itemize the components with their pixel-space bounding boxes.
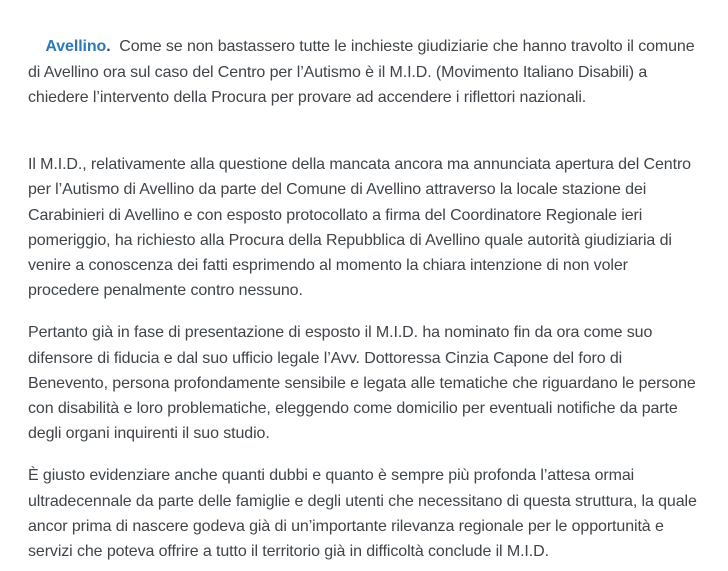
paragraph-4: È giusto evidenziare anche quanti dubbi e quanto è sempre più profonda l’attesa ormai ultradecennale da parte delle famiglie e degli utenti che necessitano di questa struttura, la quale ancor prima di nascere godeva già di un’importante rilevanza regionale per le opportunità e servizi che poteva offrire a tutto il territorio già in difficoltà conclude il M.I.D. [28, 467, 702, 561]
paragraph-lead [28, 9, 702, 135]
paragraph-2: Il M.I.D., relativamente alla questione della mancata ancora ma annunciata apertura del Centro per l’Autismo di Avellino da parte del Comune di Avellino attraverso la locale stazione dei Carabinieri di Avellino e con esposto protocollato a firma del Coordinatore Regionale ieri pomeriggio, ha richiesto alla Procura della Repubblica di Avellino quale autorità giudiziaria di venire a conoscenza dei fatti esprimendo al momento la chiara intenzione di non voler procedere penalmente contro nessuno. [28, 155, 696, 300]
paragraph-lead-text: Come se non bastassero tutte le inchieste giudiziarie che hanno travolto il comune di Avellino ora sul caso del Centro per l’Autismo è il M.I.D. (Movimento Italiano Disabili) a chiedere l’intervento della Procura per provare ad accendere i riflettori nazionali. [28, 38, 699, 106]
dateline-separator: . [106, 38, 120, 56]
paragraph-3: Pertanto già in fase di presentazione di esposto il M.I.D. ha nominato fin da ora come suo difensore di fiducia e dal suo ufficio legale l’Avv. Dottoressa Cinzia Capone del foro di Benevento, persona profondamente sensibile e legata alle tematiche che riguardano le persone con disabilità e loro problematiche, eleggendo come domicilio per eventuali notifiche da parte degli organi inquirenti il suo studio. [28, 324, 701, 443]
dateline-link[interactable]: Avellino [45, 38, 107, 56]
